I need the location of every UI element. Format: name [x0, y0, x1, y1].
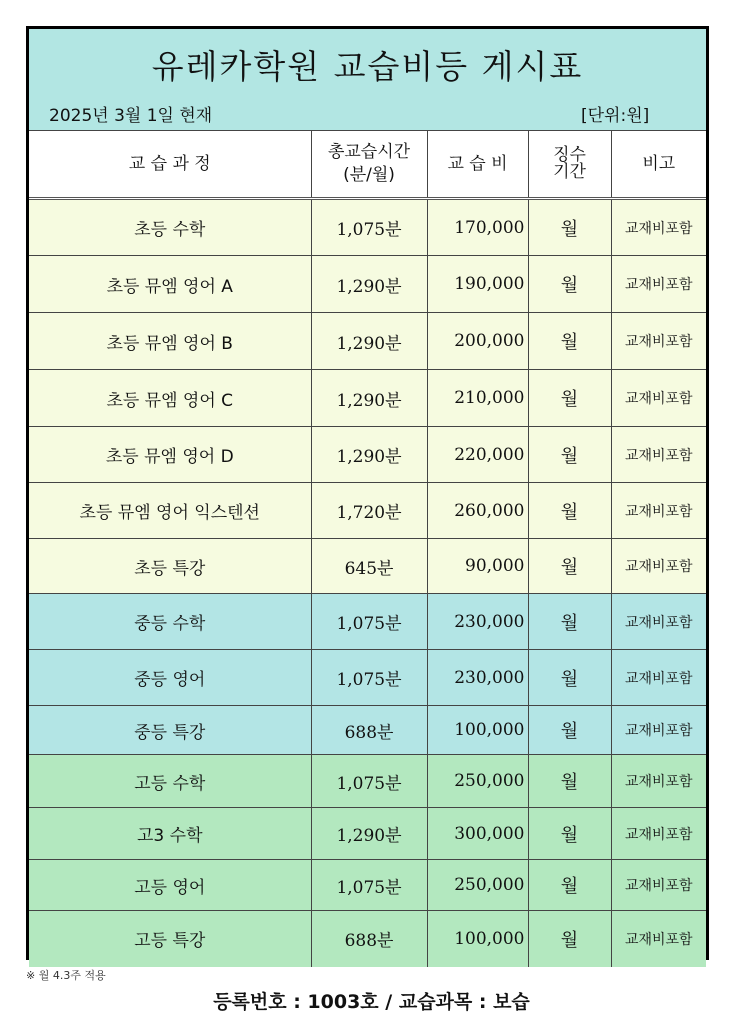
fee-cell: 90,000 — [427, 539, 528, 594]
effective-date: 2025년 3월 1일 현재 — [49, 106, 213, 126]
footnote: ※ 월 4.3주 적용 — [26, 969, 106, 982]
total-time-cell: 1,720분 — [311, 483, 427, 539]
fee-cell: 260,000 — [427, 483, 528, 539]
period-cell: 월 — [528, 594, 611, 650]
fee-cell: 100,000 — [427, 706, 528, 755]
fee-cell: 230,000 — [427, 594, 528, 650]
total-time-cell: 1,075분 — [311, 199, 427, 256]
note-cell: 교재비포함 — [611, 860, 706, 911]
note-cell: 교재비포함 — [611, 594, 706, 650]
table-row — [29, 256, 706, 313]
note-cell: 교재비포함 — [611, 650, 706, 706]
total-time-cell: 1,075분 — [311, 860, 427, 911]
fee-cell: 100,000 — [427, 911, 528, 967]
header-band — [29, 29, 706, 130]
table-row — [29, 483, 706, 539]
course-cell: 초등 뮤엠 영어 C — [29, 370, 311, 427]
registration-info: 등록번호 : 1003호 / 교습과목 : 보습 — [213, 991, 530, 1013]
currency-unit: [단위:원] — [581, 106, 650, 126]
fee-cell: 170,000 — [427, 199, 528, 256]
note-cell: 교재비포함 — [611, 256, 706, 313]
fee-notice-board — [26, 26, 709, 960]
total-time-cell: 688분 — [311, 706, 427, 755]
column-header-course: 교 습 과 정 — [29, 131, 311, 199]
table-header-row — [29, 131, 706, 199]
course-cell: 초등 뮤엠 영어 B — [29, 313, 311, 370]
period-cell: 월 — [528, 755, 611, 808]
column-header-total-time — [311, 131, 427, 199]
note-cell: 교재비포함 — [611, 755, 706, 808]
column-header-period-line2: 기간 — [553, 162, 586, 182]
fee-cell: 210,000 — [427, 370, 528, 427]
fee-cell: 190,000 — [427, 256, 528, 313]
table-row — [29, 370, 706, 427]
column-header-total-time-line2: (분/월) — [343, 165, 395, 185]
fee-cell: 200,000 — [427, 313, 528, 370]
table-row — [29, 808, 706, 860]
table-row — [29, 706, 706, 755]
page-title: 유레카학원 교습비등 게시표 — [151, 47, 584, 86]
column-header-note: 비고 — [611, 131, 706, 199]
fee-cell: 230,000 — [427, 650, 528, 706]
table-row — [29, 594, 706, 650]
note-cell: 교재비포함 — [611, 313, 706, 370]
table-row — [29, 313, 706, 370]
table-row — [29, 539, 706, 594]
fee-table — [29, 130, 706, 967]
total-time-cell: 1,075분 — [311, 650, 427, 706]
fee-cell: 250,000 — [427, 755, 528, 808]
period-cell: 월 — [528, 256, 611, 313]
course-cell: 중등 특강 — [29, 706, 311, 755]
total-time-cell: 1,075분 — [311, 594, 427, 650]
total-time-cell: 1,290분 — [311, 256, 427, 313]
course-cell: 고3 수학 — [29, 808, 311, 860]
table-row — [29, 427, 706, 483]
column-header-fee: 교 습 비 — [427, 131, 528, 199]
course-cell: 초등 뮤엠 영어 A — [29, 256, 311, 313]
fee-cell: 250,000 — [427, 860, 528, 911]
total-time-cell: 688분 — [311, 911, 427, 967]
total-time-cell: 645분 — [311, 539, 427, 594]
table-row — [29, 860, 706, 911]
fee-table-body — [29, 199, 706, 967]
total-time-cell: 1,290분 — [311, 808, 427, 860]
period-cell: 월 — [528, 313, 611, 370]
note-cell: 교재비포함 — [611, 539, 706, 594]
column-header-total-time-line1: 총교습시간 — [327, 142, 411, 163]
period-cell: 월 — [528, 427, 611, 483]
note-cell: 교재비포함 — [611, 706, 706, 755]
fee-cell: 300,000 — [427, 808, 528, 860]
table-row — [29, 911, 706, 967]
total-time-cell: 1,290분 — [311, 370, 427, 427]
period-cell: 월 — [528, 650, 611, 706]
note-cell: 교재비포함 — [611, 427, 706, 483]
note-cell: 교재비포함 — [611, 808, 706, 860]
total-time-cell: 1,290분 — [311, 427, 427, 483]
table-row — [29, 199, 706, 256]
period-cell: 월 — [528, 911, 611, 967]
total-time-cell: 1,290분 — [311, 313, 427, 370]
table-row — [29, 755, 706, 808]
note-cell: 교재비포함 — [611, 370, 706, 427]
period-cell: 월 — [528, 370, 611, 427]
table-row — [29, 650, 706, 706]
total-time-cell: 1,075분 — [311, 755, 427, 808]
column-header-period-line1: 징수 — [553, 145, 586, 165]
period-cell: 월 — [528, 808, 611, 860]
period-cell: 월 — [528, 860, 611, 911]
course-cell: 중등 영어 — [29, 650, 311, 706]
column-header-period — [528, 131, 611, 199]
course-cell: 초등 뮤엠 영어 익스텐션 — [29, 483, 311, 539]
fee-cell: 220,000 — [427, 427, 528, 483]
note-cell: 교재비포함 — [611, 199, 706, 256]
course-cell: 고등 수학 — [29, 755, 311, 808]
period-cell: 월 — [528, 199, 611, 256]
course-cell: 초등 특강 — [29, 539, 311, 594]
period-cell: 월 — [528, 483, 611, 539]
course-cell: 초등 수학 — [29, 199, 311, 256]
course-cell: 고등 영어 — [29, 860, 311, 911]
period-cell: 월 — [528, 706, 611, 755]
note-cell: 교재비포함 — [611, 483, 706, 539]
note-cell: 교재비포함 — [611, 911, 706, 967]
course-cell: 초등 뮤엠 영어 D — [29, 427, 311, 483]
period-cell: 월 — [528, 539, 611, 594]
course-cell: 고등 특강 — [29, 911, 311, 967]
course-cell: 중등 수학 — [29, 594, 311, 650]
